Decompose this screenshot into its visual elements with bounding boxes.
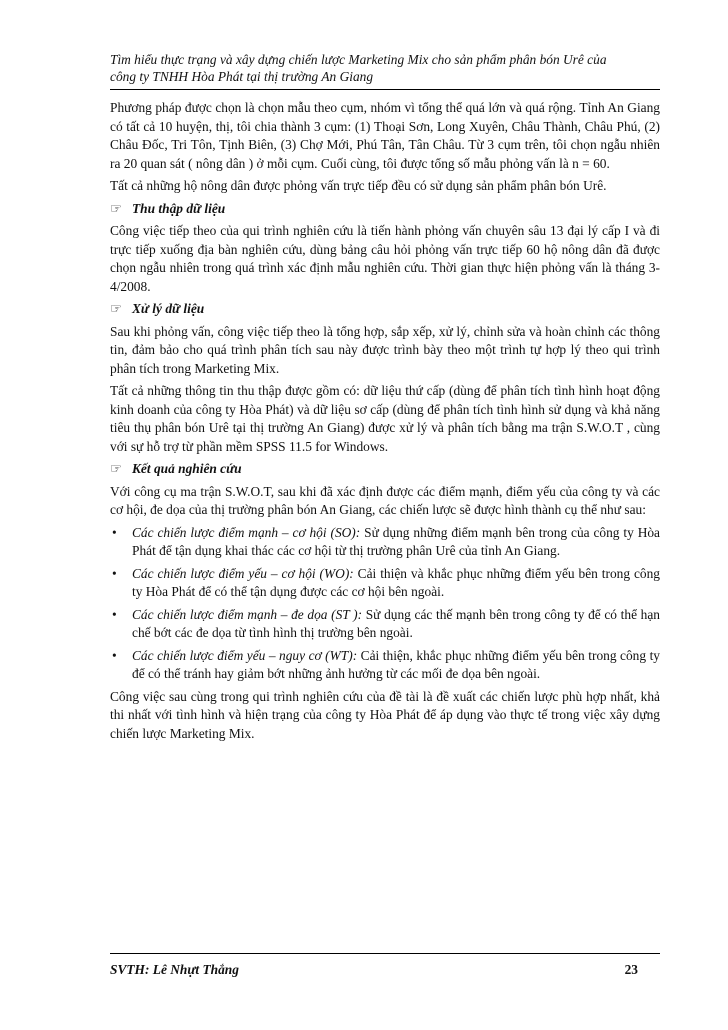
paragraph-data-collection: Công việc tiếp theo của qui trình nghiên cứu là tiến hành phỏng vấn chuyên sâu 13 đại lý cấp I và đi trực tiếp xuống địa bàn nghiên cứu, dùng bảng câu hỏi phỏng vấn trực tiếp 60 hộ nông dân đã được chọn ngẫu nhiên trong quá trình xác định mẫu nghiên cứu. Thời gian thực hiện phỏng vấn là tháng 3-4/2008.	[110, 223, 660, 294]
list-item	[110, 524, 660, 561]
strategy-lead: Các chiến lược điểm yếu – cơ hội (WO):	[132, 565, 354, 581]
footer-divider	[110, 953, 660, 954]
pointing-hand-icon: ☞	[110, 461, 123, 476]
page-footer	[110, 962, 660, 978]
header-divider	[110, 89, 660, 90]
page-number: 23	[624, 962, 638, 977]
list-item	[110, 565, 660, 602]
strategy-lead: Các chiến lược điểm mạnh – cơ hội (SO):	[132, 524, 361, 540]
footer-author: SVTH: Lê Nhựt Thắng	[110, 962, 239, 977]
document-body	[110, 99, 660, 747]
pointing-hand-icon: ☞	[110, 301, 123, 316]
header-title-line-2: công ty TNHH Hòa Phát tại thị trường An Giang	[110, 69, 374, 84]
paragraph-data-sources: Tất cả những thông tin thu thập được gồm có: dữ liệu thứ cấp (dùng để phân tích tình hình hoạt động kinh doanh của công ty Hòa Phát) và dữ liệu sơ cấp (dùng để phân tích tình hình sử dụng và khả năng tiêu thụ phân bón Urê tại thị trường An Giang) được xử lý và phân tích bằng ma trận S.W.O.T , cùng với sự hỗ trợ từ phần mềm SPSS 11.5 for Windows.	[110, 383, 660, 454]
paragraph-farmers-note: Tất cả những hộ nông dân được phỏng vấn trực tiếp đều có sử dụng sản phẩm phân bón Urê.	[110, 178, 607, 193]
strategy-text: Cải thiện và khắc phục những điểm yếu bên trong công ty Hòa Phát để có thể tận dụng được các cơ hội bên ngoài.	[132, 565, 660, 599]
header-title-line-1: Tìm hiểu thực trạng và xây dựng chiến lược Marketing Mix cho sản phẩm phân bón Urê của	[110, 52, 607, 67]
section-heading-research-results	[110, 460, 660, 479]
strategy-lead: Các chiến lược điểm yếu – nguy cơ (WT):	[132, 647, 358, 663]
heading-label: Kết quả nghiên cứu	[132, 461, 242, 476]
heading-label: Xử lý dữ liệu	[132, 301, 205, 316]
bullet-icon: •	[112, 647, 117, 663]
strategy-text: Cải thiện, khắc phục những điểm yếu bên trong công ty để có thể tránh hay giảm bớt những ảnh hưởng từ các mối đe dọa bên ngoài.	[132, 647, 660, 681]
paragraph-swot-intro: Với công cụ ma trận S.W.O.T, sau khi đã xác định được các điểm mạnh, điểm yếu của công ty và các cơ hội, đe dọa của thị trường phân bón An Giang, các chiến lược sẽ được hình thành cụ thể như sau:	[110, 483, 660, 517]
paragraph-conclusion: Công việc sau cùng trong qui trình nghiên cứu của đề tài là đề xuất các chiến lược phù hợp nhất, khả thi nhất với tình hình và hiện trạng của công ty Hòa Phát để áp dụng vào thực tế trong việc xây dựng chiến lược Marketing Mix.	[110, 688, 660, 741]
bullet-icon: •	[112, 524, 117, 540]
list-item	[110, 606, 660, 643]
paragraph-data-processing: Sau khi phỏng vấn, công việc tiếp theo là tổng hợp, sắp xếp, xử lý, chỉnh sửa và hoàn chỉnh các thông tin, đảm bảo cho quá trình phân tích sau này được trình bày theo một trình tự hợp lý theo qui trình phân tích trong Marketing Mix.	[110, 323, 660, 376]
section-heading-data-processing	[110, 300, 660, 319]
strategy-list	[110, 524, 660, 684]
pointing-hand-icon: ☞	[110, 200, 123, 216]
strategy-text: Sử dụng những điểm mạnh bên trong của công ty Hòa Phát để tận dụng khai thác các cơ hội từ thị trường phân Urê của tỉnh An Giang.	[132, 524, 661, 558]
paragraph-sampling-method: Phương pháp được chọn là chọn mẫu theo cụm, nhóm vì tổng thể quá lớn và quá rộng. Tỉnh An Giang có tất cả 10 huyện, thị, tôi chia thành 3 cụm: (1) Thoại Sơn, Long Xuyên, Châu Thành, Châu Phú, (2) Châu Đốc, Tri Tôn, Tịnh Biên, (3) Chợ Mới, Phú Tân, Tân Châu. Từ 3 cụm trên, tôi chọn ngẫu nhiên ra 20 quan sát ( nông dân ) ở mỗi cụm. Cuối cùng, tôi được tổng số mẫu phỏng vấn là n = 60.	[110, 100, 660, 171]
bullet-icon: •	[112, 606, 117, 622]
strategy-lead: Các chiến lược điểm mạnh – đe dọa (ST ):	[132, 606, 363, 622]
list-item	[110, 647, 660, 684]
page-header	[110, 51, 658, 85]
strategy-text: Sử dụng các thế mạnh bên trong công ty để có thể hạn chế bớt các đe dọa từ tình hình thị trường bên ngoài.	[132, 606, 661, 640]
heading-label: Thu thập dữ liệu	[132, 200, 226, 216]
section-heading-data-collection	[110, 200, 660, 219]
bullet-icon: •	[112, 565, 117, 581]
